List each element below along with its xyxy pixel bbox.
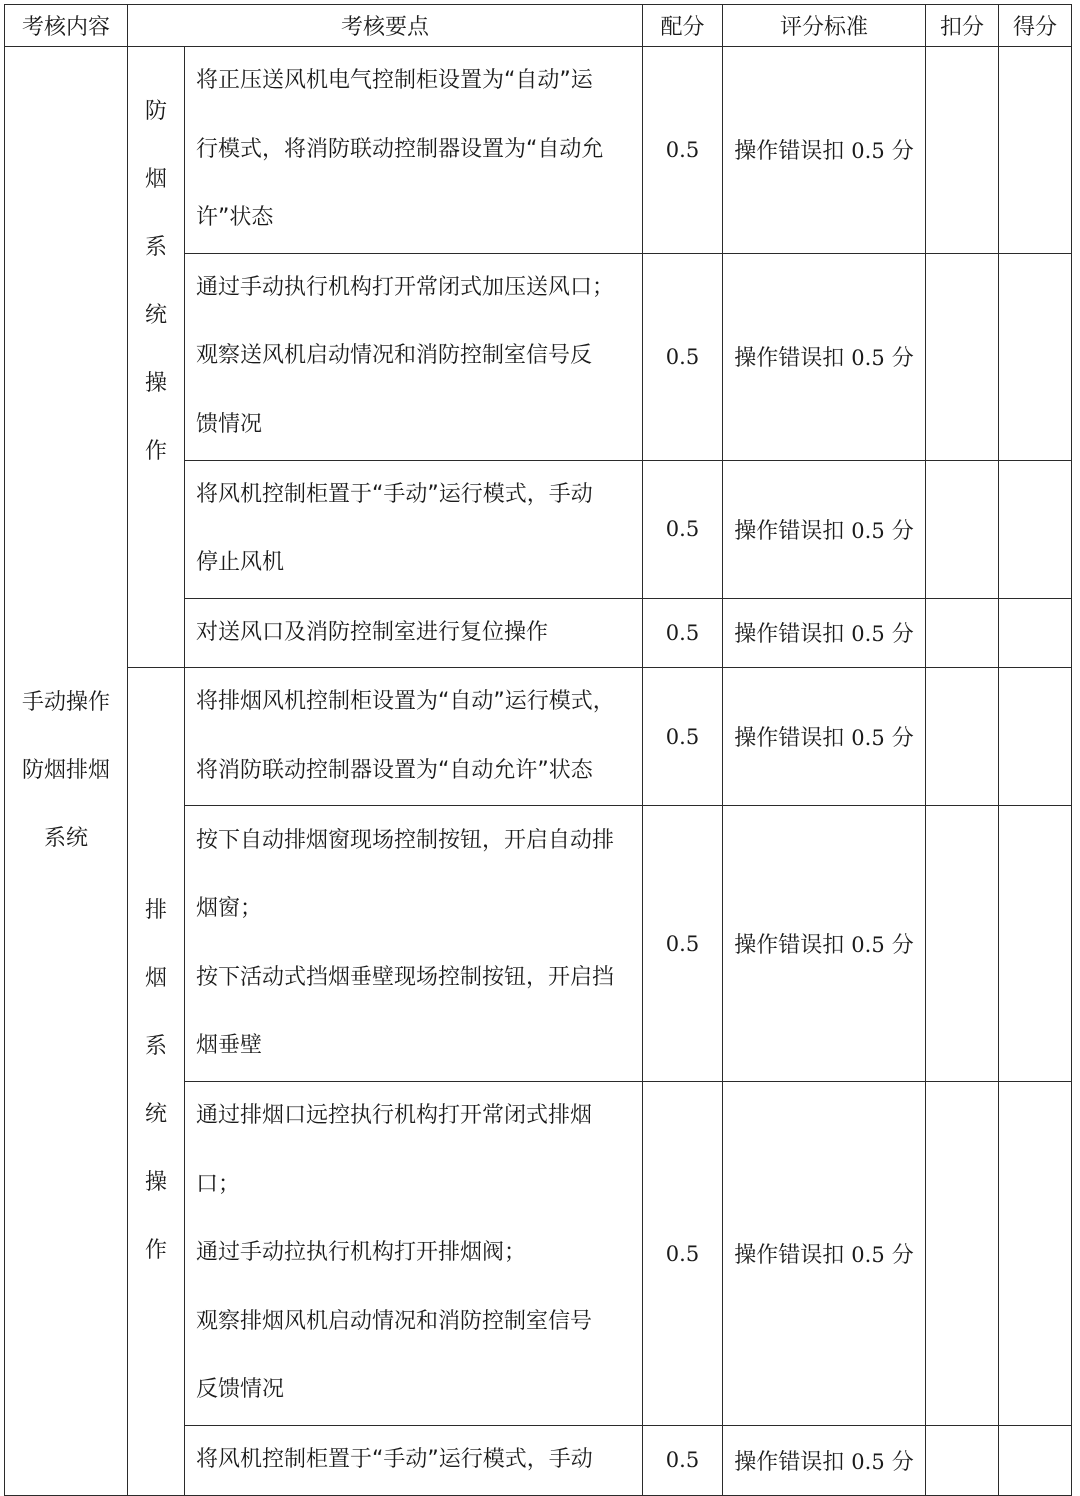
table-row — [5, 668, 1072, 806]
point-line: 口； — [196, 1171, 241, 1197]
point-cell — [185, 806, 643, 1082]
subcategory-char: 烟 — [144, 966, 167, 992]
content-cell — [5, 47, 128, 1496]
standard-unit: 分 — [891, 726, 914, 751]
subcategory-char: 作 — [144, 1238, 167, 1264]
point-line: 通过排烟口远控执行机构打开常闭式排烟 — [196, 1103, 593, 1129]
score-cell: 0.5 — [643, 460, 723, 598]
point-line: 行模式，将消防联动控制器设置为“自动允 — [196, 136, 604, 162]
standard-cell — [723, 460, 926, 598]
standard-text: 操作错误扣 — [734, 933, 845, 958]
standard-number: 0.5 — [851, 933, 885, 957]
point-line: 观察送风机启动情况和消防控制室信号反 — [196, 343, 593, 369]
point-line: 通过手动拉执行机构打开排烟阀； — [196, 1240, 527, 1266]
point-cell — [185, 460, 643, 598]
subcategory-char: 防 — [144, 99, 167, 124]
header-points: 考核要点 — [128, 5, 643, 47]
standard-unit: 分 — [891, 139, 914, 165]
header-content: 考核内容 — [5, 5, 128, 47]
subcategory-char: 烟 — [144, 167, 167, 192]
gain-cell — [999, 598, 1072, 668]
standard-text: 操作错误扣 — [734, 518, 845, 544]
subcategory-char: 操 — [144, 1170, 167, 1196]
standard-text: 操作错误扣 — [734, 622, 845, 648]
gain-cell — [999, 1082, 1072, 1426]
subcategory-char: 系 — [144, 235, 167, 260]
deduct-cell — [926, 806, 999, 1082]
point-cell — [185, 47, 643, 254]
subcategory-cell — [128, 47, 185, 668]
standard-text: 操作错误扣 — [734, 726, 845, 751]
point-line: 将风机控制柜置于“手动”运行模式，手动 — [196, 1447, 593, 1472]
header-standard: 评分标准 — [723, 5, 926, 47]
standard-unit: 分 — [891, 518, 914, 544]
score-cell: 0.5 — [643, 47, 723, 254]
standard-cell — [723, 253, 926, 460]
standard-unit: 分 — [891, 1449, 914, 1475]
point-line: 将正压送风机电气控制柜设置为“自动”运 — [196, 68, 593, 93]
assessment-table — [4, 4, 1072, 1496]
point-cell — [185, 253, 643, 460]
point-line: 对送风口及消防控制室进行复位操作 — [196, 619, 549, 645]
point-line: 烟窗； — [196, 896, 263, 921]
standard-number: 0.5 — [851, 1243, 885, 1267]
standard-cell — [723, 806, 926, 1082]
subcategory-char: 统 — [144, 303, 167, 328]
standard-number: 0.5 — [851, 622, 885, 647]
gain-cell — [999, 1426, 1072, 1496]
score-cell: 0.5 — [643, 806, 723, 1082]
content-line: 手动操作 — [21, 689, 110, 715]
gain-cell — [999, 460, 1072, 598]
point-line: 观察排烟风机启动情况和消防控制室信号 — [196, 1308, 593, 1334]
subcategory-char: 作 — [144, 439, 167, 464]
standard-unit: 分 — [891, 622, 914, 648]
gain-cell — [999, 253, 1072, 460]
score-cell: 0.5 — [643, 253, 723, 460]
score-cell: 0.5 — [643, 598, 723, 668]
standard-number: 0.5 — [851, 726, 885, 750]
point-line: 许”状态 — [196, 205, 274, 230]
score-cell: 0.5 — [643, 1426, 723, 1496]
subcategory-char: 操 — [144, 371, 167, 396]
standard-text: 操作错误扣 — [734, 1243, 845, 1268]
point-cell — [185, 598, 643, 668]
subcategory-char: 统 — [144, 1102, 167, 1128]
standard-text: 操作错误扣 — [734, 346, 845, 371]
standard-cell — [723, 668, 926, 806]
deduct-cell — [926, 668, 999, 806]
deduct-cell — [926, 47, 999, 254]
content-line: 系统 — [43, 825, 88, 851]
deduct-cell — [926, 253, 999, 460]
score-cell: 0.5 — [643, 1082, 723, 1426]
standard-unit: 分 — [891, 933, 914, 958]
point-cell — [185, 1082, 643, 1426]
deduct-cell — [926, 460, 999, 598]
standard-text: 操作错误扣 — [734, 1449, 845, 1475]
deduct-cell — [926, 598, 999, 668]
header-gain: 得分 — [999, 5, 1072, 47]
point-line: 将风机控制柜置于“手动”运行模式，手动 — [196, 481, 593, 507]
standard-number: 0.5 — [851, 139, 885, 164]
gain-cell — [999, 806, 1072, 1082]
header-deduct: 扣分 — [926, 5, 999, 47]
point-line: 反馈情况 — [196, 1377, 285, 1403]
gain-cell — [999, 47, 1072, 254]
standard-unit: 分 — [891, 346, 914, 371]
standard-cell — [723, 598, 926, 668]
deduct-cell — [926, 1426, 999, 1496]
standard-text: 操作错误扣 — [734, 139, 845, 165]
standard-number: 0.5 — [851, 346, 885, 370]
point-line: 将排烟风机控制柜设置为“自动”运行模式， — [196, 689, 615, 714]
point-cell — [185, 1426, 643, 1496]
point-line: 馈情况 — [196, 411, 263, 437]
point-line: 停止风机 — [196, 550, 285, 575]
standard-unit: 分 — [891, 1243, 914, 1268]
standard-number: 0.5 — [851, 1449, 885, 1474]
standard-cell — [723, 1082, 926, 1426]
standard-cell — [723, 1426, 926, 1496]
point-cell — [185, 668, 643, 806]
assessment-table-page — [4, 4, 1072, 1496]
subcategory-char: 系 — [144, 1034, 167, 1060]
score-cell: 0.5 — [643, 668, 723, 806]
point-line: 按下自动排烟窗现场控制按钮，开启自动排 — [196, 827, 615, 853]
gain-cell — [999, 668, 1072, 806]
header-score: 配分 — [643, 5, 723, 47]
standard-number: 0.5 — [851, 518, 885, 543]
content-line: 防烟排烟 — [21, 757, 110, 783]
point-line: 烟垂壁 — [196, 1033, 263, 1058]
subcategory-char: 排 — [144, 898, 167, 924]
standard-cell — [723, 47, 926, 254]
point-line: 通过手动执行机构打开常闭式加压送风口； — [196, 274, 615, 300]
header-row — [5, 5, 1072, 47]
point-line: 按下活动式挡烟垂壁现场控制按钮，开启挡 — [196, 964, 615, 990]
deduct-cell — [926, 1082, 999, 1426]
table-row — [5, 47, 1072, 254]
subcategory-cell — [128, 668, 185, 1496]
point-line: 将消防联动控制器设置为“自动允许”状态 — [196, 757, 593, 783]
